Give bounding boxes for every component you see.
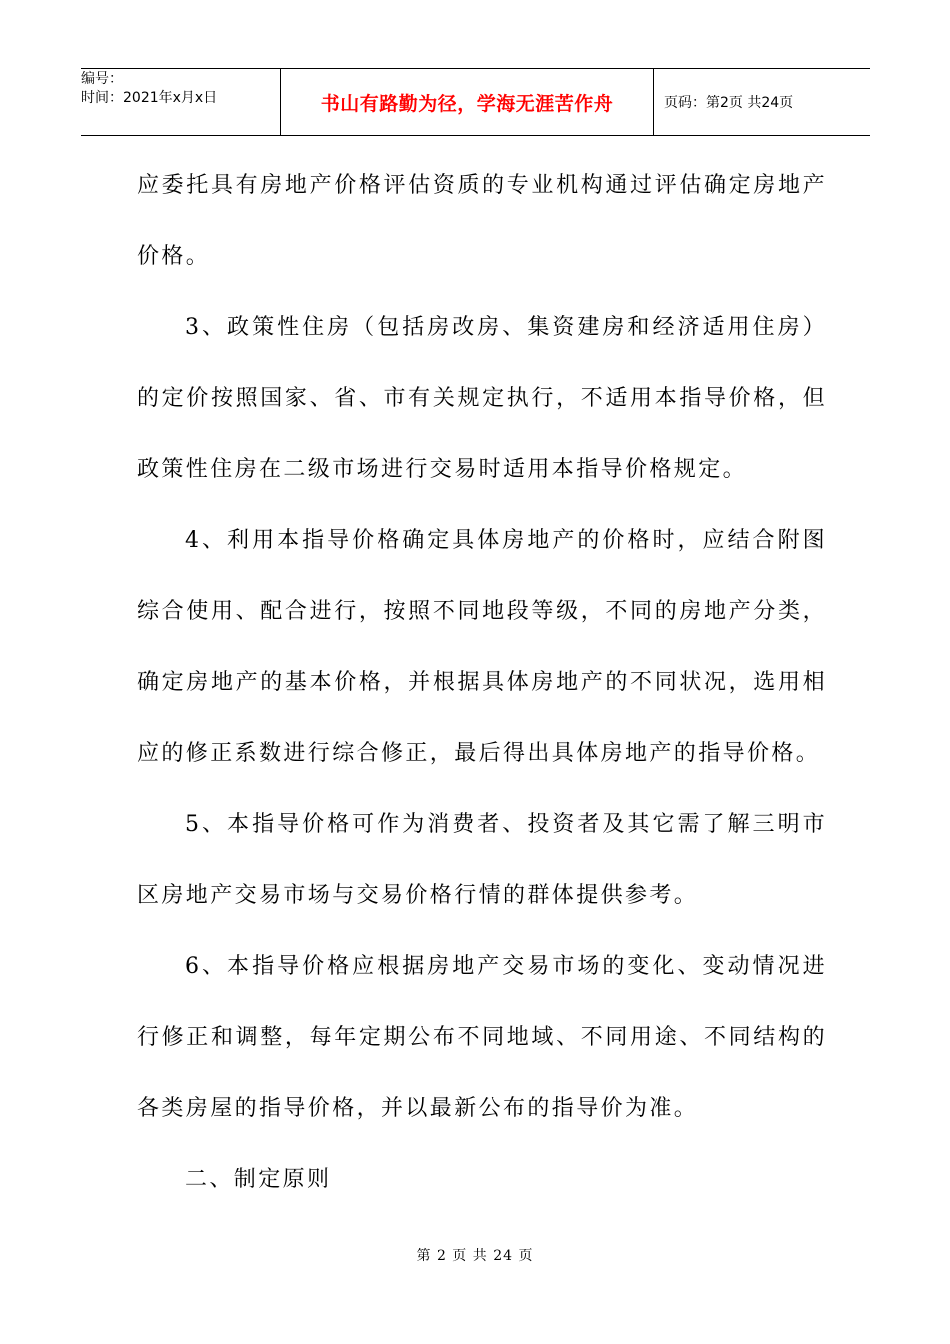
body-paragraph: 应委托具有房地产价格评估资质的专业机构通过评估确定房地产价格。 xyxy=(137,173,827,269)
document-time-label: 时间：2021年x月x日 xyxy=(81,90,218,106)
document-body xyxy=(137,150,827,1215)
page-header xyxy=(81,68,870,136)
header-meta xyxy=(81,69,281,135)
body-paragraph: 3、政策性住房（包括房改房、集资建房和经济适用住房）的定价按照国家、省、市有关规定执行，不适用本指导价格，但政策性住房在二级市场进行交易时适用本指导价格规定。 xyxy=(137,315,827,482)
page-footer: 第 2 页 共 24 页 xyxy=(416,1248,534,1264)
section-heading: 二、制定原则 xyxy=(185,1167,332,1192)
body-paragraph: 4、利用本指导价格确定具体房地产的价格时，应结合附图综合使用、配合进行，按照不同地段等级，不同的房地产分类，确定房地产的基本价格，并根据具体房地产的不同状况，选用相应的修正系数进行综合修正，最后得出具体房地产的指导价格。 xyxy=(137,528,827,766)
body-paragraph: 6、本指导价格应根据房地产交易市场的变化、变动情况进行修正和调整，每年定期公布不同地域、不同用途、不同结构的各类房屋的指导价格，并以最新公布的指导价为准。 xyxy=(137,954,827,1121)
body-paragraph: 5、本指导价格可作为消费者、投资者及其它需了解三明市区房地产交易市场与交易价格行情的群体提供参考。 xyxy=(137,812,827,908)
header-page-info: 页码：第2页 共24页 xyxy=(664,95,794,111)
header-motto: 书山有路勤为径，学海无涯苦作舟 xyxy=(281,69,654,135)
document-number-label: 编号： xyxy=(81,71,123,87)
